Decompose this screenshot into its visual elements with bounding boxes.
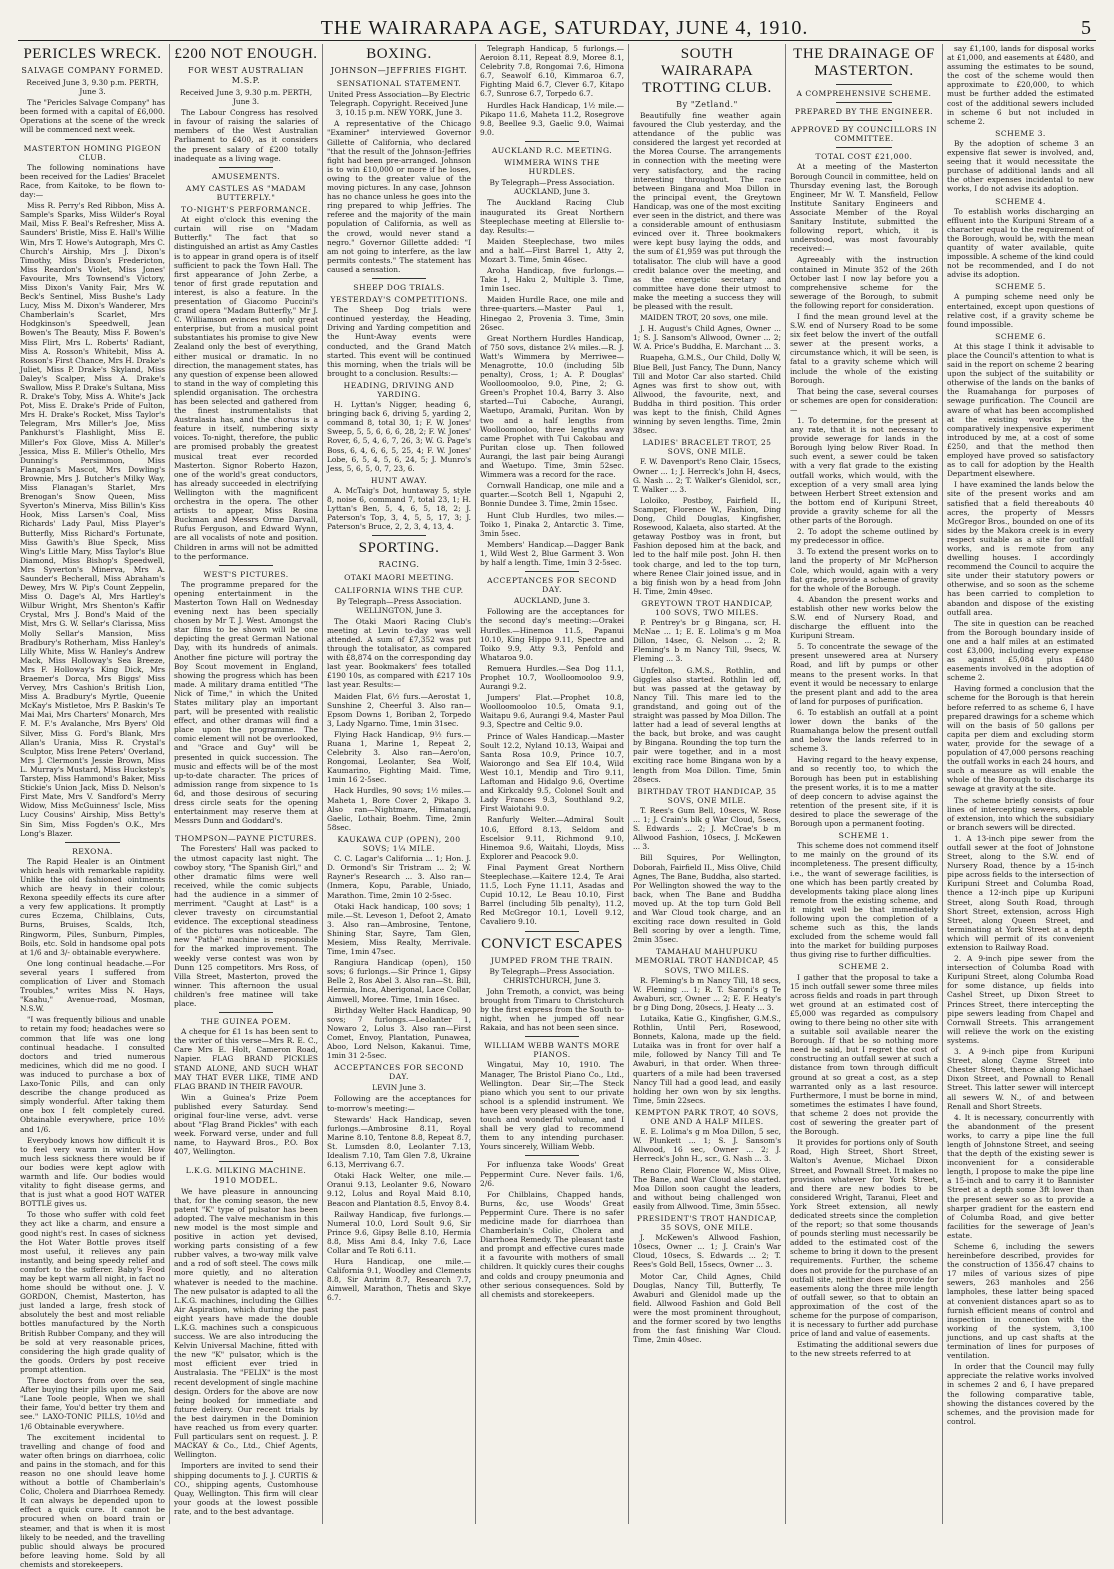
- paragraph: Maiden Steeplechase, two miles and a half.—First Barrel 1, Atty 2, Mozart 3. Time, 5min 46sec.: [480, 236, 624, 264]
- paragraph: 3. A 9-inch pipe from Kuripuni Street, along Cayme Street into Chester Street, thence along Michael Dixon Street, and Pownall to Renall Street. This latter sewer will intercept all sewers W. N., of and between Renall and Short Streets.: [947, 1047, 1094, 1111]
- paragraph: The programme prepared for the opening entertainment in the Masterton Town Hall on Wednesday evening next has been specially chosen by Mr T. J. West. Amongst the star films to be shown will be one depicting the great German National Day, with its hundreds of animals. Another fine picture will portray the Boy Scout movement in England, showing the progress which has been made. A military drama entitled "The Nick of Time," in which the United States military play an important part, will be presented with realistic effect, and other dramas will find a place upon the programme. The comic element will not be overlooked, and "Grace and Guy" will be presented in quick succession. The music and effects will be of the most up-to-date character. The prices of admission range from sixpence to 1s 6d, and those desirous of securing dress circle seats for the opening entertainment may reserve them at Messrs Dunn and Goddard's.: [174, 579, 318, 826]
- section-heading: AMUSEMENTS.: [211, 171, 281, 181]
- paragraph: It provides for portions only of South Road, High Street, Short Street, Walton's Avenue, Michael Dixon Street, and Pownall Street. It makes no provision whatever for York Street, and there are new bodies to be considered Wright, Taranui, Fleet and York Street extension, all newly dedicated streets since the completion of the report; so that some thousands of pounds sterling must necessarily be added to the estimated cost of the scheme to bring it down to the present requirements. Further, the scheme does not provide for the purchase of an outfall site, neither does it provide for easements along the three mile length of outfall sewer, so that to obtain an approximation of the cost of the scheme for the purpose of comparison, it is necessary to further add purchase price of land and value of easements.: [790, 1138, 938, 1339]
- headline: CONVICT ESCAPES: [481, 935, 623, 952]
- paragraph: For influenza take Woods' Great Peppermint Cure. Never fails. 1/6, 2/6.: [480, 1160, 624, 1188]
- section-heading: OTAKI MAORI MEETING.: [344, 573, 454, 583]
- paragraph: Ruapeha, G.M.S., Our Child, Dolly W, Blue Bell, Just Fancy, The Dunn, Nancy Till and Motor Car also started. Child Agnes was first to show out, with Allwood, the favourite, next, and Buddha in third position. This order was kept to the finish, Child Agnes winning by seven lengths. Time, 2min 38sec.: [633, 353, 781, 436]
- paragraph: Following are the acceptances for the second day's meeting:—Orakei Hurdles.—Hinemoa 11.5, Papanui 10.10, King Hippo 9.11, Spectre and Toiko 9.9, Atty 9.3, Penfold and Whataroa 9.0.: [480, 607, 624, 662]
- paragraph: For Chilblains, Chapped hands, Burns, &c, use Woods' Great Peppermint Cure. There is no safer medicine made for diarrhoea than Chamberlain's Colic, Cholera and Diarrhoea Remedy. The pleasant taste and prompt and effective cures made it a favourite with mothers of small children. It quickly cures their coughs and colds and croupy pneumonia and other serious consequences. Sold by all chemists and storekeepers.: [480, 1189, 624, 1299]
- paragraph: John Tremoth, a convict, was being brought from Timaru to Christchurch by the first express from the South to-night, when he jumped off near Rakaia, and has not been seen since.: [480, 986, 624, 1033]
- paragraph: T. Rees's Gum Bell, 10secs, W. Rose ... 1; J. Crain's blk g War Cloud, 5secs, S. Edwards ... 2; J. McCrae's b m Allwood Fashion, 10secs, J. McKewen ... 3.: [633, 805, 781, 852]
- paragraph: Telegraph Handicap, 5 furlongs.—Aeroion 8.11, Repeat 8.9, Moree 8.1, Celebrity 7.8, Rongomai 7.6, Himona 6.7, Seawolf 6.10, Kimmaroa 6.7, Fighting Maid 6.7, Clever 6.7, Kitapo 6.7, Sunrose 6.7, Torpedo 6.7.: [480, 44, 624, 99]
- article-columns: [16, 44, 1098, 1569]
- column-rule: [525, 141, 580, 142]
- section-heading: SENSATIONAL STATEMENT.: [336, 79, 462, 88]
- paragraph: A. McTaig's Dot, huntaway 5, style 8, noise 6, command 7, total 23, 1; H. Lyttan's Ben, 5, 4, 6, 5, 18, 2; J. Paterson's Top, 3, 4, 5, 5, 17, 3; J. Paterson's Bruce, 2, 2, 3, 4, 13, 4.: [327, 485, 471, 532]
- paragraph: At this stage I think it advisable to place the Council's attention to what is said in the report on scheme 2 bearing upon the subject of the suitability or otherwise of the lands on the banks of the Ruamahanga for purposes of sewage purification. The Council are aware of what has been accomplished at the existing works by the comparatively inexpensive experiment introduced by me, at a cost of some £250, and that the method then employed have proved so satisfactory as to call for adoption by the Health Department elsewhere.: [947, 341, 1094, 479]
- paragraph: Bill Squires, Por Wellington, Doborah, Fairfield II., Miss Olive, Child Agnes, The Bane, Buddha, also started. Por Wellington showed the way to the back, when The Bane and Buddha moved up. At the top turn Gold Bell and War Cloud took charge, and an exciting race down resulted in Gold Bell scoring by over a length. Time, 2min 35sec.: [633, 853, 781, 945]
- paragraph: The "Pericles Salvage Company" has been formed with a capital of £6,000. Operations at the scene of the wreck will be commenced next week.: [20, 98, 165, 135]
- paragraph: Jumpers' Flat.—Prophet 10.8, Woolloomooloo 10.5, Omata 9.1, Waitapu 9.6, Aurangi 9.4, Master Paul 9.3, Spectre and Celtic 9.0.: [480, 693, 624, 730]
- paragraph: Beautifully fine weather again favoured the Club yesterday, and the attendance of the public was considered the largest yet recorded at the Morea Course. The arrangements in connection with the meeting were very satisfactory, and the racing interesting throughout. The race between Bingana and Moa Dillon in the principal event, the Greytown Handicap, was one of the most exciting ever seen in the district, and there was a considerable amount of enthusiasm evinced over it. Three bookmakers were kept busy laying the odds, and the sum of £1,959 was put through the totalisator. The club will have a good credit balance over the meeting, and as the energetic secretary and committee have done their utmost to make the meeting a success they will be pleased with the result.: [633, 111, 781, 311]
- section-heading: SCHEME 4.: [995, 196, 1046, 206]
- paragraph: Hurdles Hack Handicap, 1½ mile.—Pikapo 11.6, Maheta 11.2, Rosegrove 9.8, Beellee 9.3, Gaelic 9.0, Waimai 9.0.: [480, 100, 624, 137]
- section-heading: AMY CASTLES AS "MADAM BUTTERFLY.": [185, 183, 307, 202]
- paragraph: Otaki Hack handicap, 100 sovs; 1 mile.—St. Leveson 1, Defoot 2, Amato 3. Also ran—Ambrosine, Tentone, Shining Star, Sayre, Tam Glen, Mesiem, Miss Realty, Merrivale. Time, 1min 47sec.: [327, 901, 471, 957]
- section-heading: CALIFORNIA WINS THE CUP.: [334, 585, 464, 595]
- paragraph: One long continual headache.—For several years I suffered from complication of Liver and Stomach Troubles," writes Miss N. Hays, "Kaahu," Avenue-road, Mosman, N.S.W.: [20, 958, 165, 1014]
- paragraph: 2. A 9-inch pipe sewer from the intersection of Columba Road with Kuripuni Street, along Columba Road for some distance, up fields into Cashel Street, up Dixon Street to Princes Street, there intercepting the pipe sewers leading from Chapel and Cornwall Streets. This arrangement will relieve the work on the existing systems.: [947, 954, 1094, 1045]
- dateline: By Telegraph—Press Association. CHRISTCHURCH, June 3.: [489, 966, 615, 985]
- column-rule: [219, 1012, 274, 1013]
- paragraph: R. Fleming's b m Nancy Till, 18 secs, W. Fleming ... 1; R. T. Saroni's g Te Awaburi, scr, Owner ... 2; E. F. Heaty's br g Ding Dong, 20secs, J. Heaty ... 3.: [633, 975, 781, 1012]
- column-7[interactable]: [942, 44, 1098, 1524]
- paragraph: Hack Hurdles, 90 sovs; 1½ miles.—Maheta 1, Bore Cover 2, Pikapo 3. Also ran—Nightmare, Himatangi, Gaelic, Lothair, Boehm. Time, 2min 58sec.: [327, 786, 471, 832]
- paragraph: Aroha Handicap, five furlongs.—Take 1, Haku 2, Multiple 3. Time, 1min 1sec.: [480, 266, 624, 294]
- paragraph: Loloiko, Postboy, Fairfield II., Scamper, Florence W., Fashion, Ding Dong, Child Douglas, Kingfisher, Rosewood, Kalaeta, also started. At the getaway Postboy was in front, but Fashion deposed him at the back, and led to the half mile post. John H. then took charge, and led to the top turn, where Renee Clair joined issue, and in a big finish won by a head from John H. Time, 2min 49sec.: [633, 495, 781, 596]
- paragraph: At a meeting of the Masterton Borough Council in committee, held on Thursday evening last, the Borough Engineer, Mr W. T. Mansfield, Fellow Institute Sanitary Engineers and Associate Member of the Royal Sanitary Institute, submitted the following report, which, it is understood, was most favourably received:—: [790, 162, 938, 254]
- dateline: United Press Association—By Electric Telegraph. Copyright. Received June 3, 10.15 p.m. NEW YORK, June 3.: [327, 90, 471, 118]
- paragraph: Great Northern Hurdles Handicap, of 750 sovs, distance 2¼ miles.—R. J. Watt's Wimmera by Merriwee—Menagrotte, 10.0 (including 5lb penalty), Cross, 1; A. P. Douglas' Woolloomooloo, 9.0, Pine, 2; G. Green's Prophet 10.4, Barry 3. Also started—Tui Caboche, Aurangi, Waetupo, Aramaki, Puritan. Won by two and a half lengths from Woolloomooloo, three lengths away came Prophet with Tui Cakobau and Puritan close up. Then followed Aurangi, the last pair being Aurangi and Waetupo. Time, 3min 52sec. Wimmera was a record for the race.: [480, 333, 624, 480]
- paragraph: H. Lyttan's Nigger, heading 6, bringing back 6, driving 5, yarding 2, command 8, total 30, 1; F. W. Jones' Sweep, 5, 5, 6, 6, 6, 28, 2; F. W. Jones' Rover, 6, 5, 4, 6, 7, 26, 3; W. G. Page's Boss, 6, 4, 6, 6, 5, 25, 4; F. W. Jones' Lobe, 6, 5, 4, 5, 6, 24, 5; J. Munro's Jess, 5, 6, 5, 0, 7, 23, 6.: [327, 400, 471, 473]
- paragraph: The following nominations have been received for the Ladies' Bracelet Race, from Kaitoke, to be flown to-day:—: [20, 162, 165, 200]
- column-5[interactable]: [628, 44, 785, 1524]
- paragraph: The Rapid Healer is an Ointment which heals with remarkable rapidity. Unlike the old fashioned ointments which are heavy in their colour, Rexona speedily effects its cure after a very few applications. It promptly cures Eczema, Chilblains, Cuts, Burns, Bruises, Scalds, Itch, Ringworm, Piles, Sunburn, Pimples, Boils, etc. Sold in handsome opal pots at 1/6 and 3/- obtainable everywhere.: [20, 856, 165, 957]
- column-rule: [372, 535, 427, 536]
- column-rule: [836, 147, 892, 148]
- column-rule: [219, 1161, 274, 1162]
- section-heading: SCHEME 1.: [838, 831, 890, 841]
- paragraph: Estimating the additional sewers due to the new streets referred to at: [790, 1340, 938, 1359]
- paragraph: We have pleasure in announcing that, for the coming season, the new patent "K" type of pulsator has been adopted. The valve mechanism in this new model is the most simple and positive in action yet devised, working parts consisting of a few rubber valves, a two-way milk valve and a rod of soft steel. The cows milk more quietly, and no alteration whatever is needed to the machine. The new pulsator is adapted to all the L.K.G. machines, including the Gillies Air Aspiration, which during the past eight years have made the double L.K.G. machines such a conspicuous success. We are also introducing the Kelvin Universal Machine, fitted with the new "K" pulsator, which is the most efficient ever tried in Australasia. The "FELIX" is the most recent development of single machine design. Orders for the above are now being booked for immediate and future delivery. Our recent trials by the best dairymen in the Dominion have reached us from every quarter. Full particulars sent on request. J. P. MACKAY & Co., Ltd., Chief Agents, Wellington.: [174, 1186, 318, 1460]
- paragraph: A cheque for £1 1s has been sent to the writer of this verse—Mrs R. E. C., Care Mrs E. Holt, Cameron Road, Napier. FLAG BRAND PICKLES STAND ALONE, AND SUCH WHAT MAY THAT EVER LIKE, TIME AND FLAG BRAND IN THEIR FAVOUR.: [174, 1027, 318, 1091]
- paragraph: The Sheep Dog trials were continued yesterday, the Heading, Driving and Yarding competition and the Hunt-Away events were conducted, and the Grand Match started. This event will be continued this morning, when the trials will be brought to a conclusion. Results:—: [327, 305, 471, 378]
- paragraph: C. C. Lagar's California ... 1; Hon. J. D. Ormond's Sir Tristram ... 2; W. Rayner's Research ... 3. Also ran—(Inmera, Kopu, Parable, Uniado, Marathon. Time, 2min 10 2-5sec.: [327, 854, 471, 900]
- paragraph: I find the mean ground level at the S.W. end of Nursery Road to be some six feet below the invert of the outfall sewer at the present works, a circumstance which, it will be seen, is fatal to a gravity scheme which will include the whole of the existing Borough.: [790, 311, 938, 385]
- paragraph: Members' Handicap.—Dagger Bank 1, Wild West 2, Blue Garment 3. Won by half a length. Time, 1min 3 2-5sec.: [480, 539, 624, 567]
- section-heading: TOTAL COST £21,000.: [815, 152, 913, 162]
- paragraph: To establish works discharging an effluent into the Kuripuni Stream of a character equal to the requirement of the Borough, would be, with the mean quantity of water available, quite impossible. A scheme of the kind could not be recommended, and I do not advise its adoption.: [947, 206, 1094, 280]
- paragraph: Birthday Welter Hack Handicap, 90 sovs; 7 furlongs.—Leolanter 1, Nowaro 2, Lolus 3. Also ran—First Comet, Envoy, Plantation, Punawea, Aboo, Lord Nelson, Kakanui. Time, 1min 31 2-5sec.: [327, 1005, 471, 1061]
- column-rule: [219, 565, 274, 566]
- column-rule: [65, 139, 120, 140]
- paragraph: MAIDEN TROT, 20 sovs, one mile.: [640, 313, 769, 323]
- column-4[interactable]: [475, 44, 628, 1524]
- section-heading: HUNT AWAY.: [370, 475, 428, 485]
- paragraph: Having regard to the heavy expense, and so recently too, to which the Borough has been put in establishing the present works, it is to me a matter of deep concern to advise against the retention of the present site, if it is desired to place the sewerage of the Borough upon a permanent footing.: [790, 755, 938, 829]
- paragraph: Lutaika, Katie G., Kingfisher, G.M.S., Rothlin, Until Peri, Rosewood, Bonnets, Kalona, made up the field. Lutaika was in front for over half a mile, followed by Nancy Till and Te Awaburi, in that order. When three-quarters of a mile had been traversed Nancy Till had a good lead, and easily holding her own won by six lengths. Time, 5min 22secs.: [633, 1014, 781, 1105]
- dateline: By Telegraph—Press Association. AUCKLAND, June 3.: [489, 178, 615, 197]
- subheading: FOR WEST AUSTRALIAN M.S.P.: [188, 66, 304, 85]
- paragraph: Agreeably with the instruction contained in Minute 352 of the 26th October last I now lay before you a comprehensive scheme for the sewerage of the Borough, to submit the following report for consideration.: [790, 255, 938, 310]
- paragraph: A pumping scheme need only be entertained, except upon questions of relative cost, if a gravity scheme be found impossible.: [947, 292, 1094, 329]
- section-heading: TAMAHAU MAHUPUKU MEMORIAL TROT HANDICAP, 45 SOVS, TWO MILES.: [635, 947, 779, 975]
- paragraph: J. H. August's Child Agnes, Owner ... 1; S. J. Sansom's Allwood, Owner ... 2; W. A. Price's Buddha, E. Marchant ... 3.: [633, 324, 781, 352]
- section-heading: JUMPED FROM THE TRAIN.: [490, 955, 614, 965]
- headline: BOXING.: [366, 46, 432, 62]
- paragraph: Having formed a conclusion that the scheme for the Borough is that herein before referred to as scheme 6, I have prepared drawings for a scheme which will on the basis of 50 gallons per capita per diem and excluding storm water, provide for the sewage of a population of 47,000 persons reaching the outfall works in each 24 hours, and such a measure as will enable the whole of the Borough to discharge its sewage at gravity at the site.: [947, 684, 1094, 794]
- masthead: [18, 14, 1096, 41]
- headline: SOUTH WAIRARAPA TROTTING CLUB.: [642, 46, 772, 96]
- paragraph: To those who suffer with cold feet they act like a charm, and ensure a good night's rest. In cases of sickness the Hot Water Bottle proves itself most useful, it relieves any pain instantly, and being speedy relief and comfort to the sufferer. Baby's Food may be kept warm all night, in fact no home should be without one. J. V. GORDON, Chemist, Masterton, has just landed a large, fresh stock of absolutely the best and most reliable bottles manufactured by the North British Rubber Company, and they will be sold at very reasonable prices, considering the high grade quality of the goods. Orders by post receive prompt attention.: [20, 1210, 165, 1374]
- section-heading: APPROVED BY COUNCILLORS IN COMMITTEE.: [790, 125, 938, 144]
- section-heading: A COMPREHENSIVE SCHEME.: [796, 89, 932, 98]
- paragraph: 6. To establish an outfall at a point lower down the banks of the Ruamahanga below the present outfall and below the lands referred to in scheme 3.: [790, 707, 938, 754]
- paragraph: A representative of the Chicago "Examiner" interviewed Governor Gillette of California, who declared "that the result of the Johnson-Jeffries fight had been pre-arranged. Johnson is to win £10,000 or more if he loses, owing to the greater value of the moving pictures. In any case, Johnson has no chance unless he goes into the ring prepared to whip Jeffries. The referee and the majority of the main population of California, as well as the crowd, would never stand a negro." Governor Gillette added: "I am not going to interfere, as the law permits contests." The statement has caused a sensation.: [327, 119, 471, 274]
- paragraph: say £1,100, lands for disposal works at £1,000, and easements at £480, and assuming the estimates to be sound, the cost of the scheme would then approximate to £20,000, to which must be further added the estimated cost of the additional sewers included in scheme 6 but not included in scheme 2.: [947, 44, 1094, 126]
- paragraph: 4. It is necessary, concurrently with the abandonment of the present works, to carry a pipe line the full length of Johnstone Street, and seeing that the depth of the existing sewer is inconvenient for a considerable length, I propose to make the pipe line a 15-inch and to carry it to Bannister Street at a depth some 3ft lower than the present sewer so as to provide a sharper gradient for the eastern end of Columba Road, and give better facilities for the sewerage of Jean's estate.: [947, 1112, 1094, 1240]
- section-heading: MASTERTON HOMING PIGEON CLUB.: [23, 143, 162, 162]
- section-heading: SCHEME 3.: [995, 128, 1046, 138]
- section-heading: ACCEPTANCES FOR SECOND DAY.: [334, 1063, 464, 1082]
- column-2[interactable]: [169, 44, 322, 1524]
- section-heading: WIMMERA WINS THE HURDLES.: [504, 158, 600, 177]
- paragraph: Flying Hack Handicap, 9½ furs.—Ruana 1, Marine 1, Repeat 2, Celebrity 3. Also ran—Aero'on, Rongomai, Leolanter, Sea Wolf, Kaumarino, Fighting Maid. Time, 1min 16 2-5sec.: [327, 729, 471, 785]
- paragraph: Reno Clair, Florence W., Miss Olive, The Bane, and War Cloud also started. Moa Dillon soon caught the leaders, and without being challenged won easily from Allwood. Time, 3min 55sec.: [633, 1165, 781, 1211]
- paragraph: Railway Handicap, five furlongs.—Numeral 10.0, Lord Soult 9.6, Sir Prince 9.6, Gipsy Belle 8.10, Hermia 8.8, Miss Ami 8.4, Inky 7.6, Lace Collar and Te Roti 6.11.: [327, 1209, 471, 1255]
- paragraph: Maiden Flat, 6½ furs.—Aerostat 1, Sunshine 2, Cheerful 3. Also ran—Epsom Downs 1, Boriban 2, Torpedo 3, Lady Ngarno. Time, 1min 31sec.: [327, 691, 471, 728]
- paragraph: The Labour Congress has resolved in favour of raising the salaries of members of the West Australian Parliament to £400, as it considers the present salary of £200 totally inadequate as a living wage.: [174, 108, 318, 163]
- headline: SPORTING.: [358, 540, 440, 557]
- headline: PERICLES WRECK.: [23, 46, 162, 62]
- column-rule: [525, 1036, 580, 1037]
- section-heading: L.K.G. MILKING MACHINE.: [185, 1165, 307, 1175]
- dateline: LEVIN June 3.: [372, 1083, 426, 1093]
- section-heading: HEADING, DRIVING AND YARDING.: [343, 380, 455, 399]
- column-1[interactable]: [16, 44, 169, 1569]
- section-heading: LADIES' BRACELET TROT, 25 SOVS, ONE MILE.: [642, 438, 772, 457]
- column-rule: [525, 1155, 580, 1156]
- section-heading: KEMPTON PARK TROT, 40 SOVS, ONE AND A HALF MILES.: [635, 1107, 779, 1127]
- paragraph: Miss R. Perry's Red Ribbon, Miss A. Sample's Sparks, Miss Wilder's Royal Mail, Miss F. Beal's Refresher, Miss A. Saunders' Bristle, Miss E. Hall's Willie Win, Mrs T. Howe's Autograph, Mrs C. Church's Airship, Mrs J. Dixon's Timothy, Miss Dixon's Fredericton, Miss Reardon's Violet, Miss Jones' Favourite, Mrs Townsend's Victory, Miss Dixon's Vanity Fair, Mrs W. Beck's Sentinel, Miss Bushe's Lady Lucy, Miss M. Dixon's Wanderer, Mrs Chamberlain's Scarlet, Mrs Hodgkinson's Speedwell, Jean Bowen's The Beauty, Miss F. Bowen's Miss Flirt, Mrs L. Roberts' Radiant, Miss A. Rosson's Whitebit, Miss A. Rosson's First Chance, Mrs H. Drake's Juliet, Miss P. Drake's Skyland, Miss Daley's Scalper, Miss A. Drake's Swallow, Miss P. Drake's Sultana, Miss R. Drake's Toby, Miss A. White's Jack Pot, Miss E. Drake's Pride of Fulton, Mrs H. Drake's Rocket, Miss Taylor's Telegram, Mrs Miller's Joe, Miss Pankhurst's Flashlight, Miss E. Miller's Fox Glove, Miss A. Miller's Jessica, Miss E. Miller's Othello, Mrs Dunning's Persimmon, Miss Flanagan's Mascot, Mrs Dowling's Brownie, Mrs J. Butcher's Milky Way, Miss Flanagan's Starlet, Mrs Brenogan's Snow Queen, Miss Syverton's Minerva, Miss Billin's Kiss Hook, Miss Larsen's Coal, Miss Richards' Lady Paul, Miss Player's Butterfly, Miss Richard's Fortunate, Miss Gawith's Blue Speck, Miss Wing's Little Mary, Miss Taylor's Blue Diamond, Miss Bishop's Speedwell, Mrs Syverton's Minerva, Mrs A. Saunder's Becherall, Miss Abraham's Dewey, Mrs W. Pip's Count Zeppelin, Miss O. Dage's Al, Mrs Hartley's Wilbur Wright, Mrs Shenton's Kaffir Crystal, Mrs J. Bond's Maid of the Mist, Mrs G. W. Sellar's Clarissa, Miss Molly Sellar's Mansion, Miss Bradbury's Rotherham, Miss Hanley's Lilly White, Miss W. Hanley's Andrew Mack, Miss Holloway's Sea Breeze, Mrs F. Holloway's King Dick, Mrs Braemer's Dorca, Mrs Biggs' Miss Vervey, Mrs Cashion's British Lion, Miss A. Bradbury's Myrtle, Queenie McKay's Mistletoe, Mrs P. Baskin's Te Mai Mai, Mrs Charters' Monarch, Mrs F. M. F.'s Avalanche, Mrs Byers' Old Silver, Miss G. Ford's Blank, Mrs Allan's Urania, Miss R. Crystal's Sculptor, Miss Irene Peters' Overland, Mrs J. Clermont's Jessie Brown, Miss L. Murray's Mustard, Miss Huckstep's Tarstep, Miss Hammond's Baker, Miss Stickie's Union Jack, Miss D. Nelson's First Mate, Mrs V. Sandford's Merry Widow, Miss McGuinness' Iscle, Miss Lucy Cousins' Airship, Miss Betty's Sin Sim, Miss Fogden's O.K., Mrs Long's Blazer.: [20, 201, 165, 838]
- column-rule: [836, 120, 892, 121]
- paragraph: The site in question can be reached from the Borough boundary inside of one and a half miles at an estimated cost £3,000, including every expense as against £5,084 plus £480 easements involved in the adoption of scheme 2.: [947, 618, 1094, 683]
- section-heading: SHEEP DOG TRIALS.: [353, 282, 445, 292]
- section-heading: YESTERDAY'S COMPETITIONS.: [330, 295, 468, 305]
- subheading: JOHNSON—JEFFRIES FIGHT.: [330, 66, 468, 75]
- dateline: Received June 3, 9.30 p.m. PERTH, June 3.: [26, 78, 159, 97]
- column-rule: [525, 931, 580, 932]
- paragraph: In order that the Council may fully appreciate the relative works involved in schemes 2 and 6, I have prepared the following comparative table, showing the distances covered by the schemes, and the provision made for control.: [947, 1362, 1094, 1426]
- paragraph: Rangiura Handicap (open), 150 sovs; 6 furlongs.—Sir Prince 1, Gipsy Belle 2, Ros Abel 3. Also ran—St. Bill, Hermia, Inca, Aberigonal, Lace Collar, Aimwell, Moree. Time, 1min 16sec.: [327, 958, 471, 1004]
- section-heading: TO-NIGHT'S PERFORMANCE.: [181, 205, 311, 215]
- paragraph: The Otaki Maori Racing Club's meeting at Levin to-day was well attended. A sum of £7,352 was put through the totalisator, as compared with £8,874 on the corresponding day last year. Bookmakers' fees totalled £190 10s, as compared with £217 10s last year. Results:—: [327, 616, 471, 690]
- paragraph: The Foresters' Hall was packed to the utmost capacity last night. The cowboy story, "The Spanish Girl," and other dramatic films were well received, while the comic subjects had the audience in a simmer of merriment. "Caught at Last" is a clever travesty on circumstantial evidence. The exceptional steadiness of the pictures was noticeable. The new "Pathé" machine is responsible for the marked improvement. The weekly verse contest was won by Dunn 125 competitors. Mrs Ross, of Villa Street, Masterton, proved the winner. This afternoon the usual children's free matinee will take place.: [174, 844, 318, 1008]
- section-heading: THE GUINEA POEM.: [200, 1017, 292, 1027]
- paragraph: Scheme 6, including the sewers hereinbefore described, provides for the construction of 1356.47 chains to 17 miles of various sizes of pipe sewers, 263 manholes and 256 lampholes, these latter being spaced at convenient distances apart so as to furnish efficient means of control and inspection in connection with the working of the system, 3,100 junctions, and up cast shafts at the termination of lines for purposes of ventilation.: [947, 1242, 1094, 1361]
- section-heading: WILLIAM WEBB WANTS MORE PIANOS.: [484, 1041, 620, 1060]
- paragraph: P. Pentrey's br g Bingana, scr, H. McNae ... 1; E. E. Lolima's g m Moa Dillon, 14sec, G. Nelson ... 2; R. Fleming's b m Nancy Till, 9secs, W. Fleming ... 3.: [633, 618, 781, 664]
- paragraph: Importers are invited to send their shipping documents to J. J. CURTIS & CO., shipping agents, Customhouse Quay, Wellington. This firm will clear your goods at the lowest possible rate, and to the best advantage.: [174, 1461, 318, 1516]
- paragraph: 5. To concentrate the sewage of the present unsewered area at Nursery Road, and lift by pumps or other means to the present works. In that event it would be necessary to enlarge the present plant and add to the area of land for purposes of purification.: [790, 642, 938, 706]
- paragraph: 4. Abandon the present works and establish other new works below the S.W. end of Nursery Road, and discharge the effluent into the Kuripuni Stream.: [790, 594, 938, 641]
- paragraph: Unfelton, G.M.S., Rothlin, and Giggles also started. Rothlin led off, but was passed at the getaway by Nancy Till. This mare led to the grandstand, and going out of the straight was passed by Moa Dillon. The latter had a lead of several lengths at the back, but broke, and was caught by Bingana. Rounding the top turn the pair were together, and in a most exciting race home Bingana won by a length from Moa Dillon. Time, 5min 28secs.: [633, 665, 781, 784]
- paragraph: This scheme does not commend itself to me mainly on the ground of its incompleteness. The present difficulty, i.e., the want of sewerage facilities, is one which has been partly created by developments taking place along lines remote from the existing scheme, and it might well be that immediately following upon the completion of a scheme such as this, the lands excluded from the scheme would fall into the market for building purposes thus giving rise to further difficulties.: [790, 841, 938, 960]
- subheading: RACING.: [378, 560, 420, 570]
- section-heading: GREYTOWN TROT HANDICAP, 100 SOVS, TWO MILES.: [641, 598, 773, 617]
- section-heading: PREPARED BY THE ENGINEER.: [794, 107, 934, 117]
- paragraph: At eight o'clock this evening the curtain will rise on "Madam Butterfly." The fact that so distinguished an artist as Amy Castles is to appear in grand opera is of itself sufficient to pack the Town Hall. The first appearance of John Zerbe, a tenor of first grade reputation and interest, is also a feature. In the presentation of Giacomo Puccini's grand opera "Madam Butterfly," Mr J. C. Williamson evinces not only great enterprise, but from a musical point substantiates his promise to give New Zealand only the best of everything, either musical or dramatic. In no direction, the management states, has any question of expense been allowed to stand in the way of completing this splendid organisation. The orchestra has been selected and gathered from the finest instrumentalists that Australasia has, and the chorus is a feature in itself, numbering sixty voices. To-night, therefore, the public are promised probably the greatest musical treat ever recorded Masterton. Signor Roberto Hazon, one of the world's great conductors, has already succeeded in electrifying Wellington with the magnificent orchestra in the opera. The other artists to appear, Miss Rosina Buckman and Messrs Orme Darvall, Rufus Ferguson, and Edward Wynn, are all vocalists of note and position. Children in arms will not be admitted to the performance.: [174, 215, 318, 561]
- paragraph: Otaki Hack Welter, one mile.—Oranui 9.13, Leolanter 9.6, Nowaro 9.12, Lolus and Royal Maid 8.10, Beacon and Plantation 8.5, Envoy 8.4.: [327, 1171, 471, 1208]
- masthead-title: THE WAIRARAPA AGE, SATURDAY, JUNE 4, 1910.: [320, 17, 809, 39]
- section-heading: ACCEPTANCES FOR SECOND DAY.: [487, 576, 617, 595]
- section-heading: KAUKAWA CUP (OPEN), 200 SOVS; 1¼ MILE.: [337, 834, 461, 854]
- paragraph: F. W. Davenport's Reno Clair, 15secs, Owner ... 1; J. Herreck's John H, 4secs, G. Nash ... 2; T. Walker's Glenidol, scr., T. Walker ... 3.: [633, 457, 781, 494]
- section-heading: WEST'S PICTURES.: [203, 569, 289, 579]
- section-heading: THOMPSON—PAYNE PICTURES.: [175, 834, 317, 844]
- column-3[interactable]: [322, 44, 475, 1524]
- paragraph: Remuera Hurdles.—Sea Dog 11.1, Prophet 10.7, Woolloomooloo 9.9, Aurangi 9.2.: [480, 663, 624, 692]
- paragraph: 3. To extend the present works on to land the property of Mr McPherson Cole, which would, again with a very flat grade, provide a scheme of gravity for the whole of the Borough.: [790, 547, 938, 593]
- paragraph: Three doctors from over the sea, After buying their pills upon me, Said "Lane Toole people, When we shall their fame, You'd better try them and see." LAXO-TONIC PILLS, 10½d and 1/6 Obtainable everywhere.: [20, 1376, 165, 1431]
- subheading: SALVAGE COMPANY FORMED.: [21, 66, 164, 75]
- section-heading: SCHEME 2.: [838, 962, 890, 972]
- paragraph: Stewards' Hack Handicap, seven furlongs.—Ambrosine 8.11, Royal Marine 8.10, Tentone 8.8, Repeat 8.7, St. Lumsden 8.0, Leolanter 7.13, Idealism 7.10, Tam Glen 7.8, Ukraine 6.13, Merrivang 6.7.: [327, 1114, 471, 1170]
- subheading: 1910 MODEL.: [213, 1175, 279, 1185]
- paragraph: By the adoption of scheme 3 an expensive flat sewer is involved, and, seeing that it would necessitate the purchase of additional lands and all the other expenses incidental to new works, I do not advise its adoption.: [947, 138, 1094, 194]
- section-heading: PRESIDENT'S TROT HANDICAP, 35 SOVS, ONE MILE.: [636, 1213, 778, 1233]
- paragraph: 1. To determine, for the present at any rate, that it is not necessary to provide sewerage for lands in the Borough lying below River Road. In such event, a sewer could be taken with a very flat grade to the existing outfall works, which would, with the exception of a very small area lying between Herbert Street extension and the bottom end of Kuripuni Street, provide a gravity scheme for all the other parts of the Borough.: [790, 416, 938, 526]
- paragraph: Prince of Wales Handicap.—Master Soult 12.2, Nyland 10.13, Waipai and Santa Rosa 10.9, Prince 10.7, Waiorongo and Sea Elf 10.4, Wild West 10.1, Mendip and Tiro 9.11, Laftoman and Hidalgo 9.6, Overtime and Kirkcaldy 9.5, Colonel Soult and Lady Frances 9.3, Southland 9.2, First Waiotahi 9.0.: [480, 731, 624, 814]
- paragraph: Following are the acceptances for to-morrow's meeting:—: [327, 1094, 471, 1113]
- section-heading: BIRTHDAY TROT HANDICAP, 35 SOVS, ONE MILE.: [637, 786, 777, 805]
- subheading: By "Zetland.": [676, 100, 738, 109]
- paragraph: Maiden Hurdle Race, one mile and three-quarters.—Master Paul 1, Hinegao 2, Provenia 3. Time, 3min 26sec.: [480, 295, 624, 332]
- paragraph: Win a Guinea's Prize Poem published every Saturday. Send original four-line verse, advt. verse about "Flag Brand Pickles" with each week. Forward verse, under and full name, to Hayward Bros., P.O. Box 407, Wellington.: [174, 1092, 318, 1157]
- paragraph: Everybody knows how difficult it is to feel very warm in winter. How much less sickness there would be if our bodies were kept aglow with warmth and life. Our bodies would vitality to fight disease germs, and that is just what a good HOT WATER BOTTLE gives us.: [20, 1135, 165, 1209]
- paragraph: The scheme briefly consists of four lines of intercepting sewers, capable of extension, into which the subsidiary or branch sewers will be directed.: [947, 795, 1094, 832]
- paragraph: The excitement incidental to travelling and change of food and water often brings on diarrhoea, colic and pains in the stomach, and for this reason no one should leave home without a bottle of Chamberlain's Colic, Cholera and Diarrhoea Remedy. It can always be depended upon to effect a quick cure. It cannot be procured when on board train or steamer, and that is when it is most likely to be needed, and the travelling public should always be procured before leaving home. Sold by all chemists and storekeepers.: [20, 1432, 165, 1569]
- paragraph: Hura Handicap, one mile.—California 9.1, Woodley and Clements 8.8, Sir Antrim 8.7, Research 7.7, Aimwell, Marathon, Thetis and Skye 6.7.: [327, 1257, 471, 1303]
- column-rule: [836, 102, 892, 103]
- section-heading: AUCKLAND R.C. MEETING.: [491, 145, 613, 155]
- paragraph: E. E. Lolima's g m Moa Dillon, 5 sec, W. Plunkett ... 1; S. J. Sansom's Allwood, 16 sec, Owner ... 2; J. Herreck's John H., scr., G. Nash ... 3.: [633, 1127, 781, 1164]
- paragraph: I have examined the lands below the site of the present works and am satisfied that a field thereabouts 40 acres, the property of Messrs McGregor Bros., bounded on one of its sides by the Makora creek is in every respect suitable as a site for outfall works, and is remote from any dwelling houses. I accordingly recommend the Council to acquire the site under their statutory powers or otherwise, and so soon as the scheme has been carried to completion to abandon and dispose of the existing outfall area.: [947, 480, 1094, 617]
- column-rule: [219, 829, 274, 830]
- paragraph: "I was frequently bilious and unable to retain my food; headaches were so common that life was one long continual headache. I consulted doctors and tried numerous medicines, which did me no good. I was induced to purchase a box of Laxo-Tonic Pills, and can only describe the change produced as simply wonderful. After taking them one box I felt completely cured. Obtainable everywhere, price 10½ and 1/6.: [20, 1015, 165, 1134]
- dateline: Received June 3, 9.30 p.m. PERTH, June 3.: [179, 88, 313, 107]
- column-rule: [525, 571, 580, 572]
- paragraph: The Auckland Racing Club inaugurated its Great Northern Steeplechase meeting at Ellerslie to-day. Results:—: [480, 198, 624, 235]
- dateline: By Telegraph—Press Association. WELLINGTON, June 3.: [336, 596, 462, 615]
- headline: THE DRAINAGE OF MASTERTON.: [793, 46, 935, 79]
- dateline: AUCKLAND, June 3.: [513, 596, 591, 606]
- paragraph: J. McKewen's Allwood Fashion, 10secs, Owner ... 1; J. Crain's War Cloud, 10secs, S. Edwards ... 2; T. Rees's Gold Bell, 15secs, Owner ... 3.: [633, 1233, 781, 1270]
- paragraph: 1. A 13-inch pipe sewer from the outfall sewer at the foot of Johnstone Street, along to the S.W. end of Nursery Road, thence by a 15-inch pipe across fields to the intersection of Kuripuni Street and Columba Road, thence a 12-inch pipe up Kuripuni Street, along South Road, through Short Street, extension, across High Street, along Queen Street, and terminating at York Street at a depth which will permit of its convenient extension to Railway Road.: [947, 833, 1094, 952]
- paragraph: Final Payment Great Northern Steeplechase.—Kaitere 12.4, Te Arai 11.5, Loch Fyne 11.11, Asadas and Cupid 10.12, Le Beau 10.10, First Barrel (including 5lb penalty), 11.2, Red McGregor 10.1, Lovell 9.12, Cavaliero 9.10.: [480, 862, 624, 927]
- paragraph: That being the case, several courses or schemes are open for consideration:—: [790, 386, 938, 414]
- paragraph: 2. To adopt the scheme outlined by my predecessor in office.: [790, 527, 938, 546]
- paragraph: Motor Car, Child Agnes, Child Douglas, Nancy Till, Butterfly, Te Awaburi and Glenidol made up the field. Allwood Fashion and Gold Bell were the most prominent throughout, and the former scored by two lengths from the fast finishing War Cloud. Time, 2min 40sec.: [633, 1271, 781, 1345]
- headline: £200 NOT ENOUGH.: [174, 46, 318, 62]
- column-rule: [372, 278, 427, 279]
- paragraph: Cornwall Handicap, one mile and a quarter.—Scotch Bell 1, Ngapuhi 2, Bonnie Dundee 3. Time, 2min 15sec.: [480, 481, 624, 509]
- column-rule: [836, 84, 892, 85]
- paragraph: Ranfurly Welter.—Admiral Soult 10.6, Efford 8.13, Seldom and Escelsior 9.11, Richmond 9.10, Hinemoa 9.6, Waitahi, Lloyds, Miss Explorer and Peacock 9.0.: [480, 815, 624, 861]
- section-heading: REXONA.: [72, 846, 113, 856]
- paragraph: Wingatui, May 10, 1910. The Manager, The Bristol Piano Co., Ltd., Wellington. Dear Sir,—The Steck piano which you sent to our private school is a splendid instrument. We have been very pleased with the tone, touch and wonderful volume, and I shall be very glad to recommend them to any intending purchaser. Yours sincerely, William Webb.: [480, 1060, 624, 1152]
- column-rule: [65, 842, 120, 843]
- paragraph: Hunt Club Hurdles, two miles.—Toiko 1, Pinaka 2, Antarctic 3. Time, 3min 5sec.: [480, 510, 624, 538]
- page-number: 5: [1081, 17, 1092, 39]
- section-heading: SCHEME 6.: [995, 331, 1046, 341]
- column-6[interactable]: [785, 44, 942, 1524]
- section-heading: SCHEME 5.: [995, 282, 1046, 292]
- column-rule: [219, 167, 274, 168]
- paragraph: I gather that the proposal to take a 15 inch outfall sewer some three miles across fields and roads in part through wet ground at an estimated cost of £5,000 was regarded as compulsory owing to there being no other site with a suitable soil available nearer the Borough. If that be so nothing more need be said, but I regret the cost of constructing an outfall sewer at such a distance from town through difficult ground at so great a cost, as a step warranted only as a last resource. Furthermore, I must be borne in mind, sometimes the estimates I have found, that scheme 2 does not provide the cost of sewering the greater part of the Borough.: [790, 972, 938, 1137]
